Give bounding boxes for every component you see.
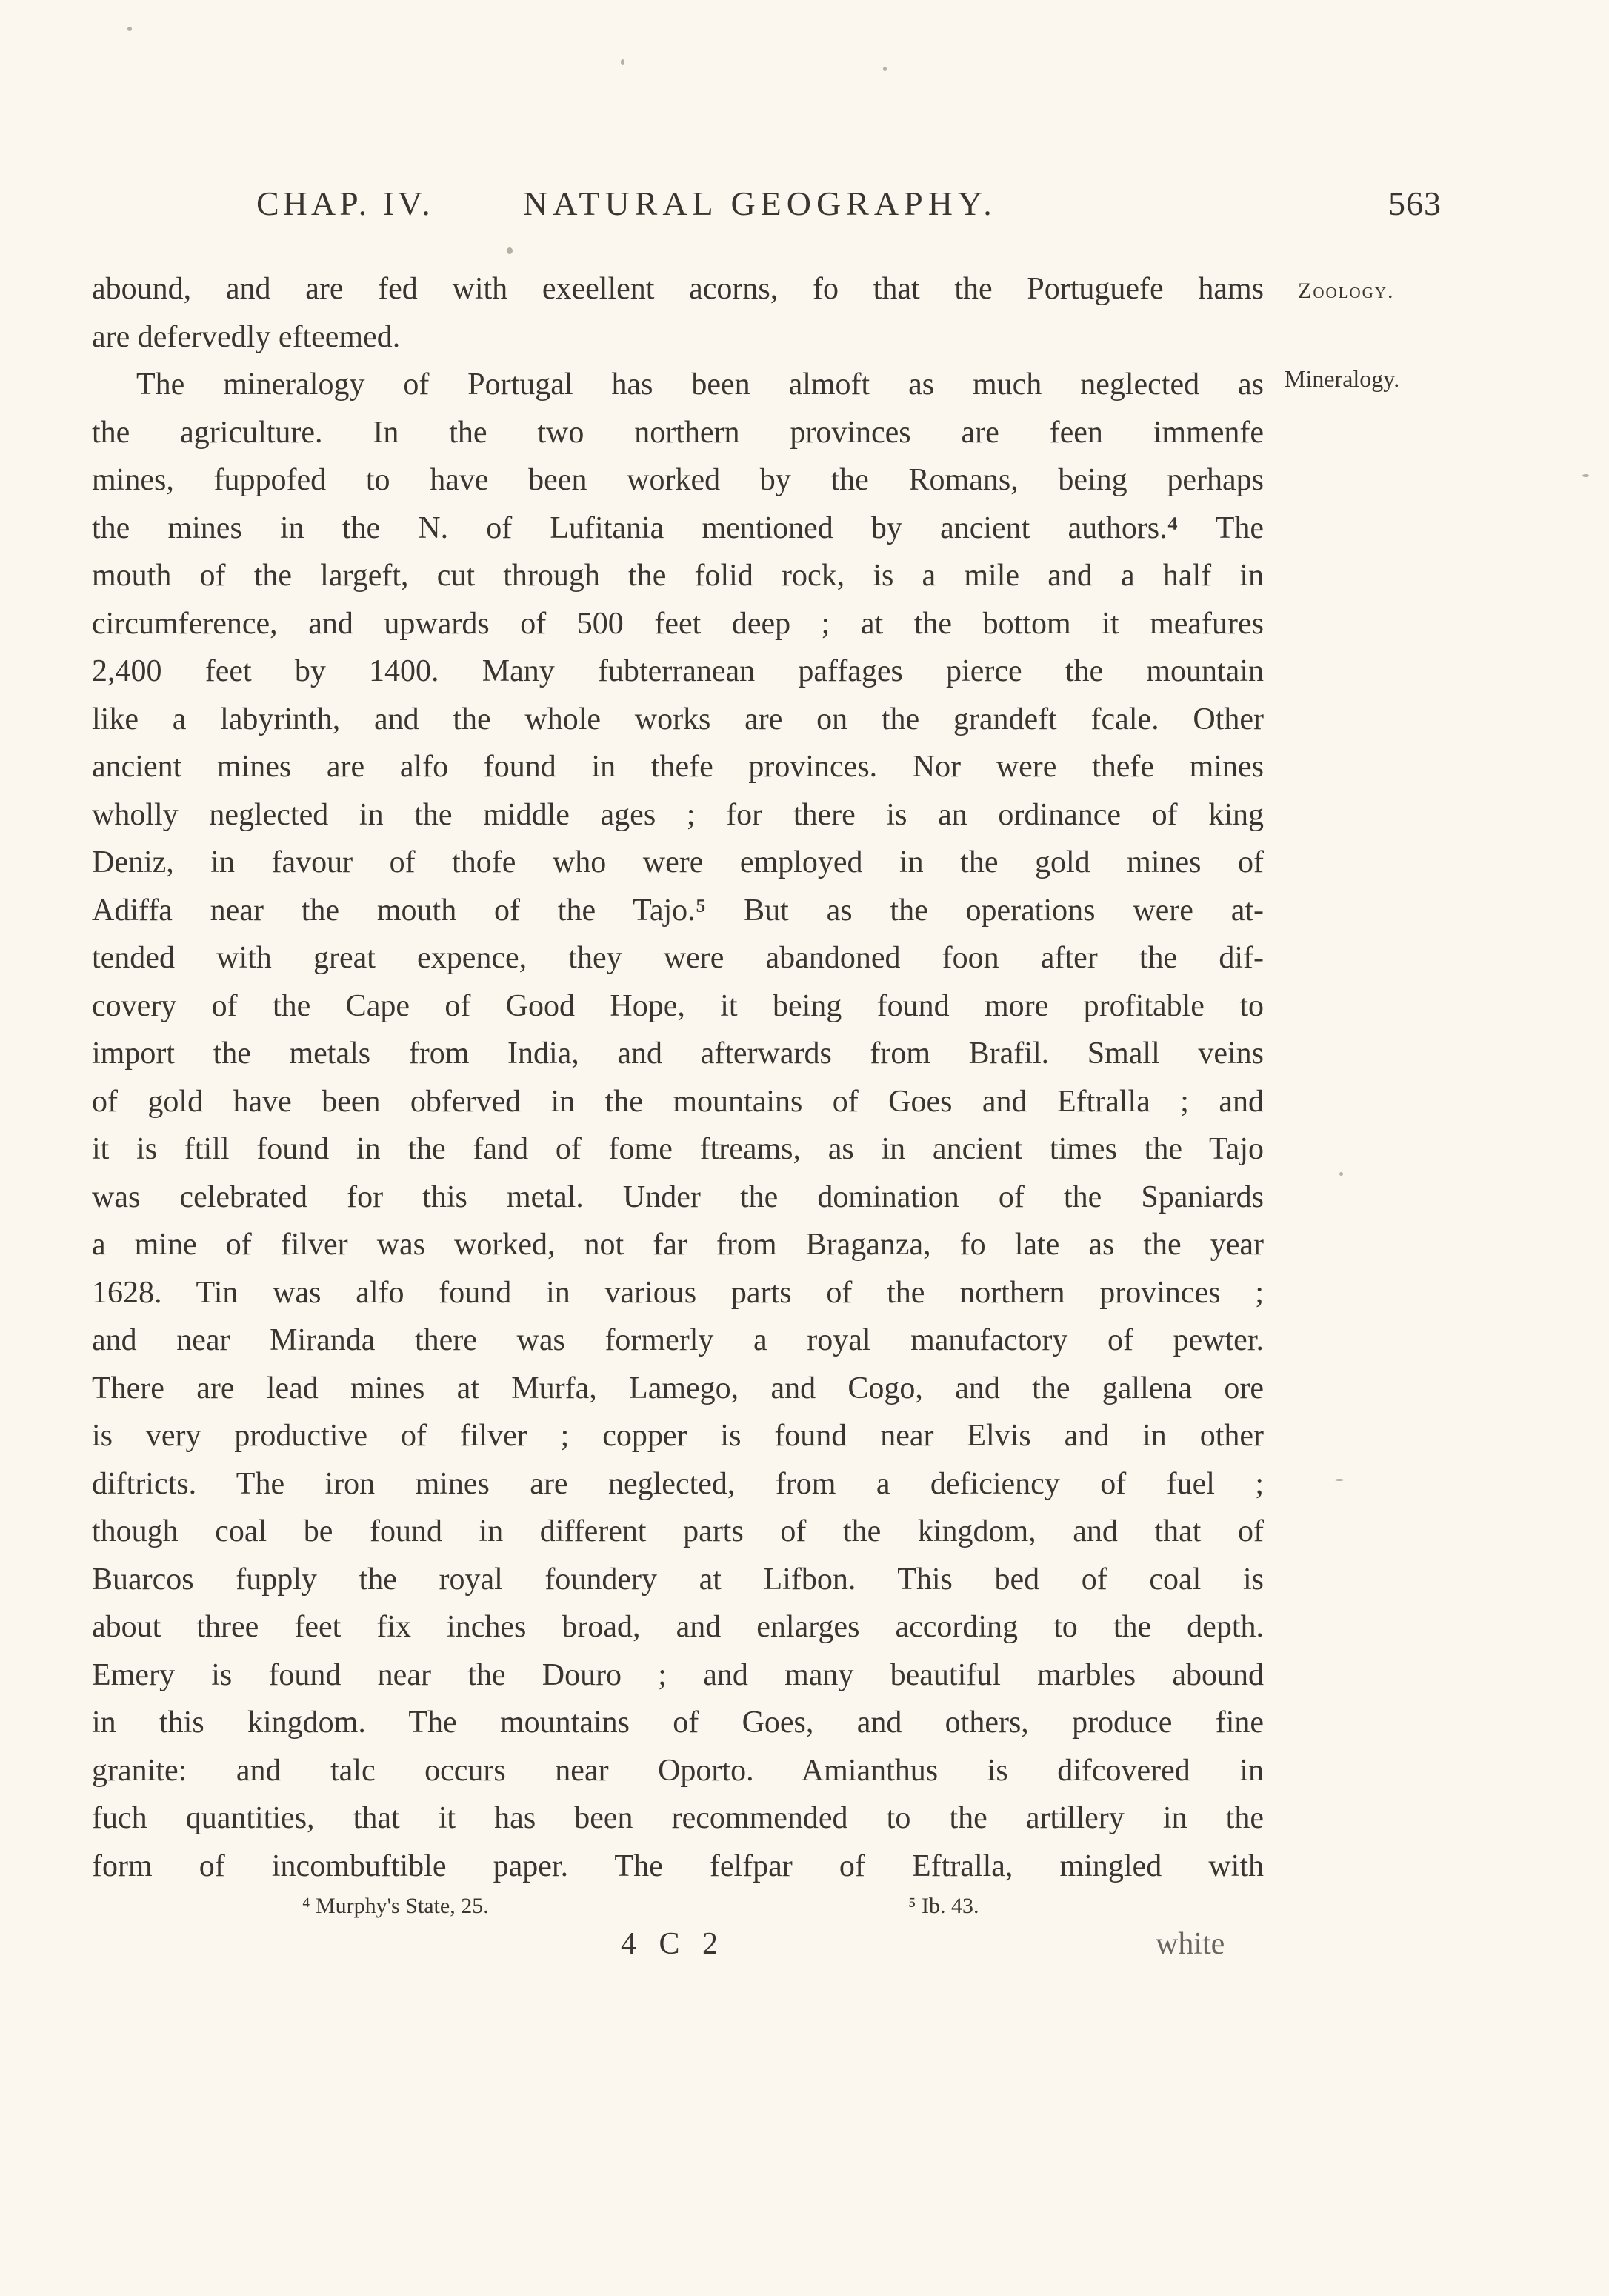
text-line: covery of the Cape of Good Hope, it being found more profitable to xyxy=(92,988,1264,1023)
running-head xyxy=(256,184,1442,236)
margin-note-zoology: Zoology. xyxy=(1298,279,1395,303)
margin-note-mineralogy: Mineralogy. xyxy=(1285,365,1400,392)
text-line: fuch quantities, that it has been recommended to the artillery in the xyxy=(92,1801,1264,1835)
body-text xyxy=(92,265,1264,1890)
catchword: white xyxy=(1156,1927,1225,1961)
paper-speck xyxy=(1582,474,1589,477)
text-line: granite: and talc occurs near Oporto. Amianthus is difcovered in xyxy=(92,1753,1264,1788)
text-line: the mines in the N. of Lufitania mentioned by ancient authors.⁴ The xyxy=(92,510,1264,545)
paper-speck xyxy=(127,27,132,31)
text-line: it is ftill found in the fand of fome ftreams, as in ancient times the Tajo xyxy=(92,1132,1264,1166)
page-number: 563 xyxy=(1388,184,1442,222)
text-line: mines, fuppofed to have been worked by the Romans, being perhaps xyxy=(92,463,1264,497)
text-line: There are lead mines at Murfa, Lamego, and Cogo, and the gallena ore xyxy=(92,1371,1264,1405)
paper-speck xyxy=(507,247,513,254)
text-line: is very productive of filver ; copper is found near Elvis and in other xyxy=(92,1419,1264,1453)
footnotes xyxy=(0,1894,1609,1938)
text-line: like a labyrinth, and the whole works are on the grandeft fcale. Other xyxy=(92,702,1264,736)
text-line: though coal be found in different parts of the kingdom, and that of xyxy=(92,1514,1264,1548)
text-line: Adiffa near the mouth of the Tajo.⁵ But as the operations were at- xyxy=(92,893,1264,928)
signature-mark: 4 C 2 xyxy=(621,1927,726,1961)
text-line: and near Miranda there was formerly a royal manufactory of pewter. xyxy=(92,1323,1264,1357)
text-line: circumference, and upwards of 500 feet deep ; at the bottom it meafures xyxy=(92,606,1264,641)
text-line: form of incombuftible paper. The felfpar of Eftralla, mingled with xyxy=(92,1849,1264,1883)
text-line: about three feet fix inches broad, and enlarges according to the depth. xyxy=(92,1610,1264,1644)
chapter-label: CHAP. IV. xyxy=(256,184,434,222)
text-line: a mine of filver was worked, not far from Braganza, fo late as the year xyxy=(92,1228,1264,1262)
text-line: 2,400 feet by 1400. Many fubterranean paffages pierce the mountain xyxy=(92,654,1264,688)
footnote-5: ⁵ Ib. 43. xyxy=(908,1894,979,1918)
paper-speck xyxy=(1339,1172,1343,1176)
text-line: are defervedly efteemed. xyxy=(92,319,401,354)
footnote-4: ⁴ Murphy's State, 25. xyxy=(302,1894,489,1918)
text-line: mouth of the largeft, cut through the folid rock, is a mile and a half in xyxy=(92,559,1264,593)
text-line: in this kingdom. The mountains of Goes, and others, produce fine xyxy=(92,1706,1264,1740)
text-line: diftricts. The iron mines are neglected, from a deficiency of fuel ; xyxy=(92,1466,1264,1501)
paper-speck xyxy=(1335,1479,1344,1481)
text-line: The mineralogy of Portugal has been almoft as much neglected as xyxy=(136,367,1264,402)
text-line: ancient mines are alfo found in thefe provinces. Nor were thefe mines xyxy=(92,750,1264,784)
text-line: was celebrated for this metal. Under the domination of the Spaniards xyxy=(92,1179,1264,1214)
text-line: the agriculture. In the two northern provinces are feen immenfe xyxy=(92,415,1264,450)
text-line: Emery is found near the Douro ; and many beautiful marbles abound xyxy=(92,1657,1264,1692)
text-line: tended with great expence, they were abandoned foon after the dif- xyxy=(92,941,1264,975)
chapter-title: NATURAL GEOGRAPHY. xyxy=(523,184,997,222)
text-line: Buarcos fupply the royal foundery at Lifbon. This bed of coal is xyxy=(92,1562,1264,1597)
text-line: wholly neglected in the middle ages ; for there is an ordinance of king xyxy=(92,797,1264,832)
text-line: import the metals from India, and afterwards from Brafil. Small veins xyxy=(92,1036,1264,1071)
text-line: of gold have been obferved in the mountains of Goes and Eftralla ; and xyxy=(92,1084,1264,1119)
text-line: Deniz, in favour of thofe who were employed in the gold mines of xyxy=(92,845,1264,879)
paper-speck xyxy=(883,67,887,71)
text-line: 1628. Tin was alfo found in various parts of the northern provinces ; xyxy=(92,1275,1264,1310)
text-line: abound, and are fed with exeellent acorns, fo that the Portuguefe hams xyxy=(92,272,1264,306)
paper-speck xyxy=(621,59,624,65)
